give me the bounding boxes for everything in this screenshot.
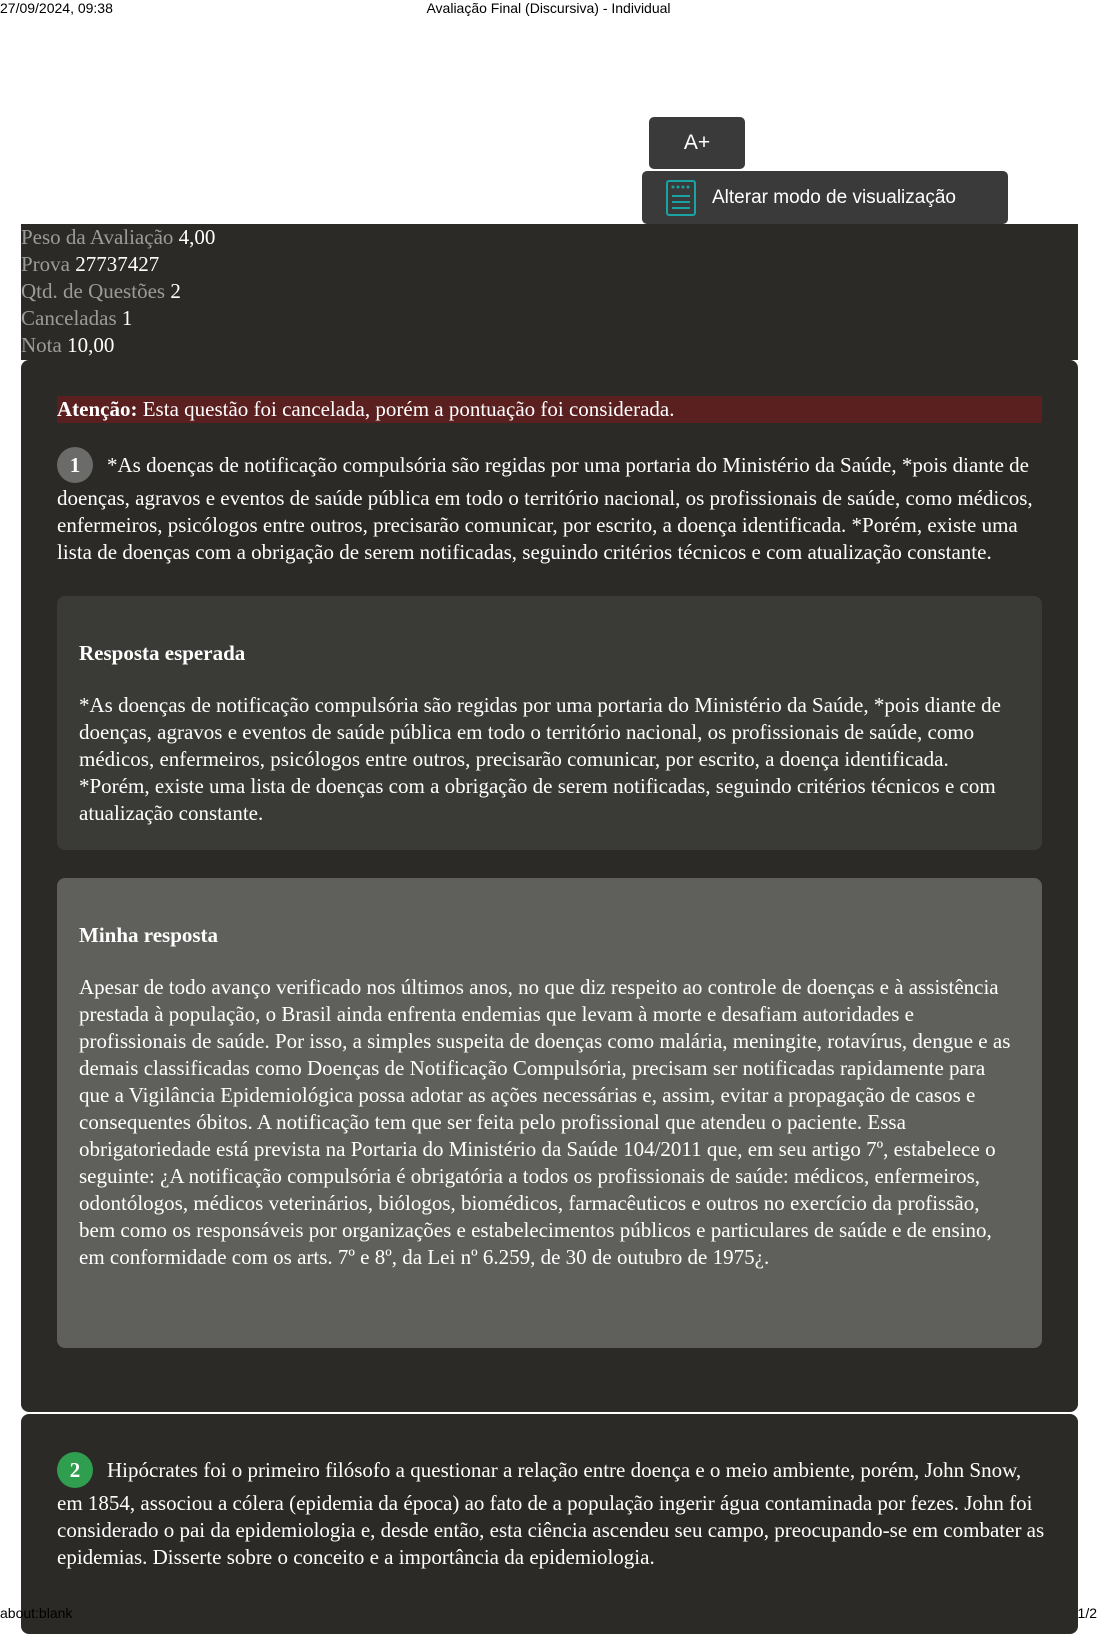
- summary-nota: Nota 10,00: [21, 333, 115, 357]
- question-card-2: [21, 1414, 1078, 1634]
- my-answer-box: [57, 878, 1042, 1348]
- question-number-badge: 2: [57, 1452, 93, 1488]
- summary-prova: Prova 27737427: [21, 252, 160, 276]
- summary-canceladas: Canceladas 1: [21, 306, 133, 330]
- view-mode-label: Alterar modo de visualização: [712, 186, 956, 208]
- question-statement: Hipócrates foi o primeiro filósofo a questionar a relação entre doença e o meio ambiente, porém, John Snow, em 1854, associou a cólera (epidemia da época) ao fato de a população ingerir água contaminada por fezes. John foi considerado o pai da epidemiologia e, desde então, esta ciência ascendeu seu campo, preocupando-se em combater as epidemias. Disserte sobre o conceito e a importância da epidemiologia.: [57, 1457, 1045, 1569]
- expected-answer-title: Resposta esperada: [79, 641, 246, 665]
- print-datetime: 27/09/2024, 09:38: [0, 0, 113, 16]
- print-footer: [0, 1603, 1097, 1621]
- change-view-mode-button[interactable]: [642, 171, 1008, 224]
- my-answer-title: Minha resposta: [79, 923, 219, 947]
- question-statement: *As doenças de notificação compulsória são regidas por uma portaria do Ministério da Saúde, *pois diante de doenças, agravos e eventos de saúde pública em todo o território nacional, os profissionais de saúde, como médicos, enfermeiros, psicólogos entre outros, precisarão comunicar, por escrito, a doença identificada. *Porém, existe uma lista de doenças com a obrigação de serem notificadas, seguindo critérios técnicos e com atualização constante.: [57, 452, 1033, 564]
- exam-summary: [21, 224, 1078, 360]
- question-text-2: [57, 1454, 1047, 1571]
- print-header: [0, 0, 1097, 18]
- expected-answer-box: [57, 596, 1042, 850]
- question-card-1: [21, 360, 1078, 1412]
- notice-label: Atenção:: [57, 397, 138, 421]
- notice-text: Esta questão foi cancelada, porém a pontuação foi considerada.: [142, 397, 675, 421]
- expected-answer-text: *As doenças de notificação compulsória são regidas por uma portaria do Ministério da Saúde, *pois diante de doenças, agravos e eventos de saúde pública em todo o território nacional, os profissionais de saúde, como médicos, enfermeiros, psicólogos entre outros, precisarão comunicar, por escrito, a doença identificada. *Porém, existe uma lista de doenças com a obrigação de serem notificadas, seguindo critérios técnicos e com atualização constante.: [79, 693, 1001, 825]
- print-url: about:blank: [0, 1605, 73, 1621]
- summary-qtd-questoes: Qtd. de Questões 2: [21, 279, 181, 303]
- cancelled-notice: [57, 396, 1042, 423]
- my-answer-text: Apesar de todo avanço verificado nos últimos anos, no que diz respeito ao controle de doenças e à assistência prestada à população, o Brasil ainda enfrenta endemias que levam à morte e desafiam autoridades e profissionais de saúde. Por isso, a simples suspeita de doenças como malária, meningite, rotavírus, dengue e as demais classificadas como Doenças de Notificação Compulsória, precisam ser notificadas rapidamente para que a Vigilância Epidemiológica possa adotar as ações necessárias e, assim, evitar a propagação de casos e consequentes óbitos. A notificação tem que ser feita pelo profissional que atendeu o paciente. Essa obrigatoriedade está prevista na Portaria do Ministério da Saúde 104/2011 que, em seu artigo 7º, estabelece o seguinte: ¿A notificação compulsória é obrigatória a todos os profissionais de saúde: médicos, enfermeiros, odontólogos, médicos veterinários, biólogos, biomédicos, farmacêuticos e outros no exercício da profissão, bem como os responsáveis por organizações e estabelecimentos públicos e particulares de saúde e de ensino, em conformidade com os arts. 7º e 8º, da Lei nº 6.259, de 30 de outubro de 1975¿.: [79, 975, 1011, 1269]
- question-number-badge: 1: [57, 447, 93, 483]
- increase-font-button[interactable]: A+: [649, 117, 745, 169]
- question-text-1: [57, 449, 1047, 566]
- print-page-number: 1/2: [1077, 1605, 1097, 1621]
- document-view-icon: [666, 180, 696, 216]
- summary-peso: Peso da Avaliação 4,00: [21, 225, 216, 249]
- print-title: Avaliação Final (Discursiva) - Individual: [426, 0, 671, 16]
